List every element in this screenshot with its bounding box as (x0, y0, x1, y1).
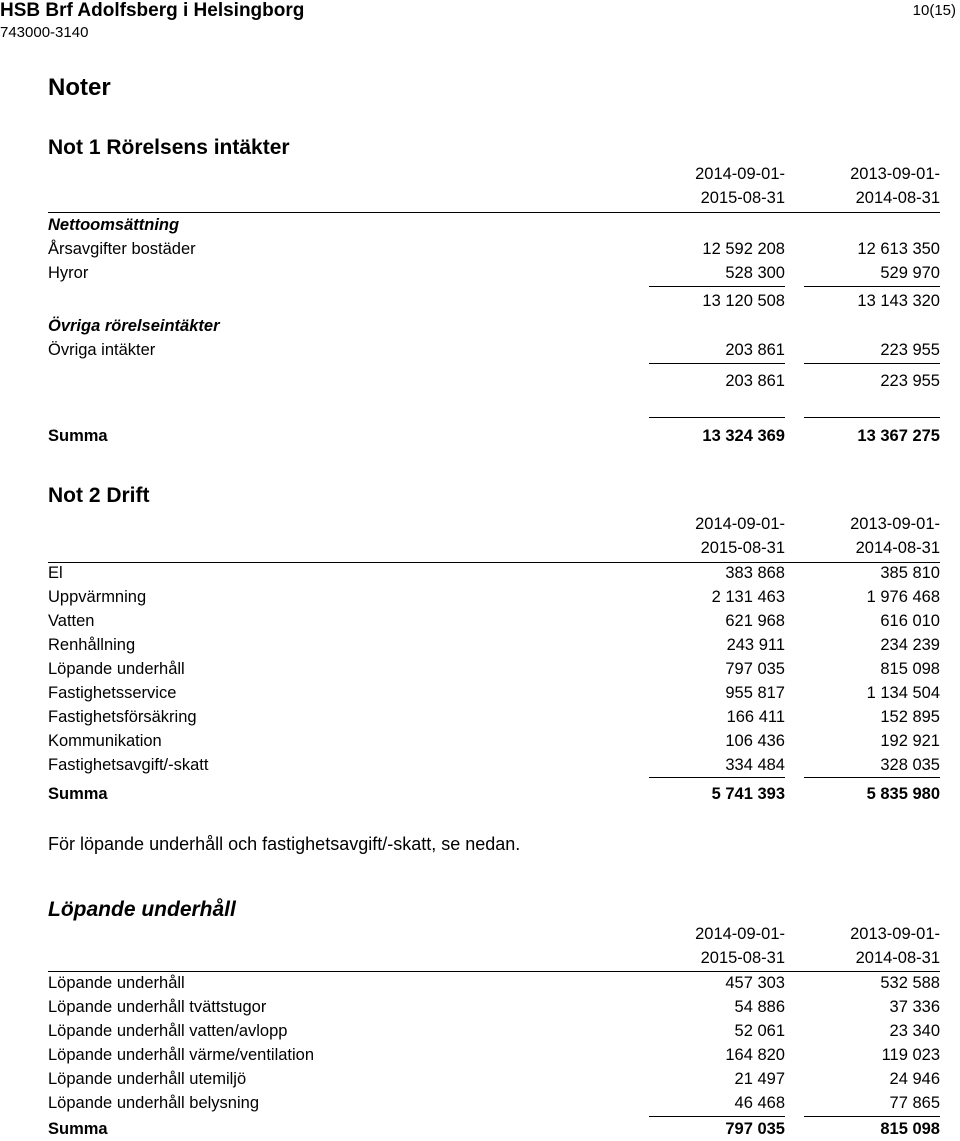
table-row: Fastighetsavgift/-skatt 334 484 328 035 (48, 756, 940, 774)
underline (804, 777, 940, 778)
table-row: Löpande underhåll 797 035 815 098 (48, 660, 940, 678)
underline (804, 1116, 940, 1117)
note2-period-current: 2014-09-01- 2015-08-31 (695, 515, 785, 557)
table-row: Löpande underhåll belysning 46 468 77 865 (48, 1094, 940, 1112)
table-row: Löpande underhåll utemiljö 21 497 24 946 (48, 1070, 940, 1088)
underline (804, 417, 940, 418)
table-row: Vatten 621 968 616 010 (48, 612, 940, 630)
underline (649, 363, 785, 364)
underline (804, 286, 940, 287)
table-row: Fastighetsförsäkring 166 411 152 895 (48, 708, 940, 726)
note1-period-current: 2014-09-01- 2015-08-31 (695, 165, 785, 207)
subtotal-row: 203 861 223 955 (725, 372, 940, 390)
underline (649, 777, 785, 778)
table-row: Renhållning 243 911 234 239 (48, 636, 940, 654)
note1-title: Not 1 Rörelsens intäkter (48, 136, 290, 159)
note2-period-previous: 2013-09-01- 2014-08-31 (850, 515, 940, 557)
note1-header-rule (48, 212, 940, 213)
organization-name: HSB Brf Adolfsberg i Helsingborg (0, 0, 305, 21)
note2-title: Not 2 Drift (48, 484, 150, 507)
table-row: Övriga intäkter 203 861 223 955 (48, 341, 940, 359)
table-row: Löpande underhåll tvättstugor 54 886 37 336 (48, 998, 940, 1016)
note3-total-row: Summa 797 035 815 098 (48, 1120, 940, 1138)
underline (649, 417, 785, 418)
table-row: Hyror 528 300 529 970 (48, 264, 940, 282)
page-number: 10(15) (912, 2, 956, 19)
table-row: Fastighetsservice 955 817 1 134 504 (48, 684, 940, 702)
page-title: Noter (48, 74, 111, 101)
table-row: Löpande underhåll vatten/avlopp 52 061 23 340 (48, 1022, 940, 1040)
organization-number: 743000-3140 (0, 24, 89, 41)
note3-period-current: 2014-09-01- 2015-08-31 (695, 925, 785, 967)
note1-total-row: Summa 13 324 369 13 367 275 (48, 427, 940, 445)
underline (804, 363, 940, 364)
note1-group-ovriga: Övriga rörelseintäkter (48, 317, 220, 335)
underline (649, 1116, 785, 1117)
table-row: Årsavgifter bostäder 12 592 208 12 613 350 (48, 240, 940, 258)
note1-period-previous: 2013-09-01- 2014-08-31 (850, 165, 940, 207)
note2-total-row: Summa 5 741 393 5 835 980 (48, 785, 940, 803)
note2-footnote: För löpande underhåll och fastighetsavgift/-skatt, se nedan. (48, 834, 521, 854)
note3-period-previous: 2013-09-01- 2014-08-31 (850, 925, 940, 967)
note1-group-nettoomsattning: Nettoomsättning (48, 216, 180, 234)
table-row: Uppvärmning 2 131 463 1 976 468 (48, 588, 940, 606)
subtotal-row: 13 120 508 13 143 320 (702, 292, 940, 310)
note3-title: Löpande underhåll (48, 898, 236, 921)
table-row: Kommunikation 106 436 192 921 (48, 732, 940, 750)
table-row: Löpande underhåll 457 303 532 588 (48, 974, 940, 992)
table-row: El 383 868 385 810 (48, 564, 940, 582)
underline (649, 286, 785, 287)
table-row: Löpande underhåll värme/ventilation 164 820 119 023 (48, 1046, 940, 1064)
